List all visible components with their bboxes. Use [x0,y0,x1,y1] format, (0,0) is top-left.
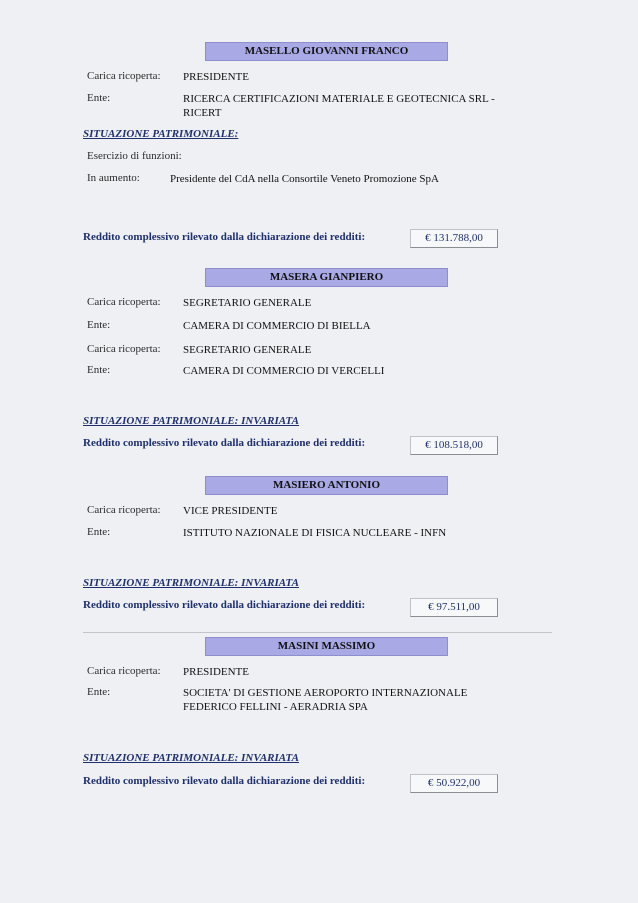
ente-value [183,686,467,714]
in-aumento-value: Presidente del CdA nella Consortile Veneto Promozione SpA [170,173,439,185]
ente-label: Ente: [87,92,111,104]
reddito-label: Reddito complessivo rilevato dalla dichiarazione dei redditi: [83,231,366,243]
esercizio-label: Esercizio di funzioni: [87,150,182,162]
reddito-amount: € 97.511,00 [410,598,498,617]
reddito-amount: € 108.518,00 [410,436,498,455]
ente-label: Ente: [87,686,111,698]
ente-value: CAMERA DI COMMERCIO DI BIELLA [183,320,371,332]
person-name-header: MASERA GIANPIERO [205,268,448,287]
carica-label: Carica ricoperta: [87,70,161,82]
ente-line: RICERT [183,107,222,119]
carica-value: PRESIDENTE [183,666,249,678]
carica-value: SEGRETARIO GENERALE [183,297,312,309]
person-name-header: MASIERO ANTONIO [205,476,448,495]
situazione-patrimoniale: SITUAZIONE PATRIMONIALE: INVARIATA [83,577,299,589]
person-name-header: MASELLO GIOVANNI FRANCO [205,42,448,61]
reddito-label: Reddito complessivo rilevato dalla dichiarazione dei redditi: [83,775,366,787]
carica-label: Carica ricoperta: [87,296,161,308]
situazione-patrimoniale: SITUAZIONE PATRIMONIALE: INVARIATA [83,415,299,427]
ente-line: RICERCA CERTIFICAZIONI MATERIALE E GEOTECNICA SRL - [183,93,495,105]
ente-label: Ente: [87,364,111,376]
ente-value: ISTITUTO NAZIONALE DI FISICA NUCLEARE - INFN [183,527,447,539]
carica-value: PRESIDENTE [183,71,249,83]
in-aumento-label: In aumento: [87,172,140,184]
reddito-amount: € 131.788,00 [410,229,498,248]
carica-label: Carica ricoperta: [87,504,161,516]
reddito-label: Reddito complessivo rilevato dalla dichiarazione dei redditi: [83,599,366,611]
ente-value: CAMERA DI COMMERCIO DI VERCELLI [183,365,385,377]
ente-line: SOCIETA' DI GESTIONE AEROPORTO INTERNAZIONALE [183,687,468,699]
carica-value: SEGRETARIO GENERALE [183,344,312,356]
ente-value [183,92,495,120]
carica-label: Carica ricoperta: [87,343,161,355]
ente-label: Ente: [87,319,111,331]
reddito-label: Reddito complessivo rilevato dalla dichiarazione dei redditi: [83,437,366,449]
carica-value: VICE PRESIDENTE [183,505,278,517]
ente-line: FEDERICO FELLINI - AERADRIA SPA [183,701,368,713]
carica-label: Carica ricoperta: [87,665,161,677]
section-divider [83,632,552,633]
situazione-patrimoniale: SITUAZIONE PATRIMONIALE: INVARIATA [83,752,299,764]
ente-label: Ente: [87,526,111,538]
reddito-amount: € 50.922,00 [410,774,498,793]
situazione-patrimoniale: SITUAZIONE PATRIMONIALE: [83,128,239,140]
person-name-header: MASINI MASSIMO [205,637,448,656]
